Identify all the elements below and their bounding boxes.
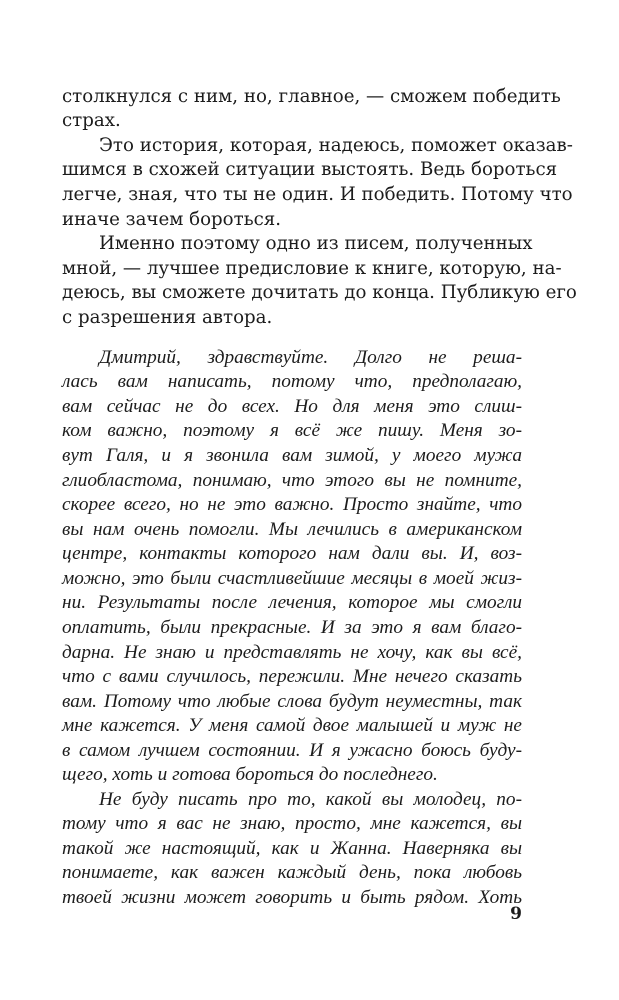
letter-line-23: твоей жизни может говорить и быть рядом. Хоть [62,887,522,908]
body-line-8: мной, — лучшее предисловие к книге, которую, на- [62,258,562,279]
letter-line-20: тому что я вас не знаю, просто, мне кажется, вы [62,813,522,834]
body-line-10: с разрешения автора. [62,307,273,328]
letter-line-14: что с вами случилось, пережили. Мне нечего сказать [62,666,522,687]
letter-line-9: центре, контакты которого нам дали вы. И, воз- [62,543,522,564]
letter-line-2: лась вам написать, потому что, предполагаю, [62,371,522,392]
letter-line-1: Дмитрий, здравствуйте. Долго не реша- [99,347,522,368]
letter-line-17: в самом лучшем состоянии. И я ужасно боюсь буду- [62,740,522,761]
letter-line-22: понимаете, как важен каждый день, пока любовь [62,862,522,883]
page-number: 9 [510,904,522,924]
letter-line-3: вам сейчас не до всех. Но для меня это слиш- [62,396,522,417]
letter-line-13: дарна. Не знаю и представлять не хочу, как вы всё, [62,642,522,663]
body-line-2: страх. [62,110,121,131]
letter-line-19: Не буду писать про то, какой вы молодец, по- [99,789,522,810]
letter-line-8: вы нам очень помогли. Мы лечились в американском [62,519,522,540]
letter-line-16: мне кажется. У меня самой двое малышей и муж не [62,715,522,736]
body-line-7: Именно поэтому одно из писем, полученных [99,233,533,254]
body-line-9: деюсь, вы сможете дочитать до конца. Публикую его [62,282,577,303]
letter-line-5: вут Галя, и я звонила вам зимой, у моего мужа [62,445,522,466]
letter-line-21: такой же настоящий, как и Жанна. Наверняка вы [62,838,522,859]
body-line-1: столкнулся с ним, но, главное, — сможем победить [62,86,561,107]
body-line-3: Это история, которая, надеюсь, поможет оказав- [99,135,573,156]
letter-line-12: оплатить, были прекрасные. И за это я вам благо- [62,617,522,638]
letter-line-11: ни. Результаты после лечения, которое мы смогли [62,592,522,613]
letter-line-18: щего, хоть и готова бороться до последнего. [62,764,438,785]
letter-line-4: ком важно, поэтому я всё же пишу. Меня зо- [62,420,522,441]
letter-line-10: можно, это были счастливейшие месяцы в моей жиз- [62,568,522,589]
letter-line-15: вам. Потому что любые слова будут неуместны, так [62,691,522,712]
letter-line-6: глиобластома, понимаю, что этого вы не помните, [62,470,522,491]
body-line-5: легче, зная, что ты не один. И победить. Потому что [62,184,573,205]
body-line-6: иначе зачем бороться. [62,209,282,230]
body-line-4: шимся в схожей ситуации выстоять. Ведь бороться [62,159,558,180]
letter-line-7: скорее всего, но не это важно. Просто знайте, что [62,494,522,515]
